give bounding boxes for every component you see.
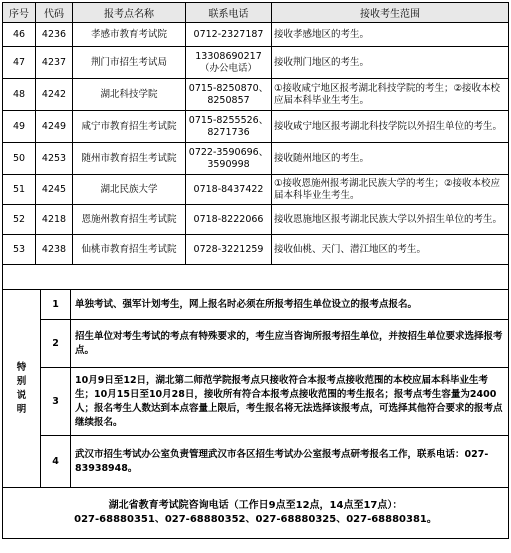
- label-char: 特: [16, 361, 27, 373]
- note-row: [3, 320, 509, 368]
- row-scope: 接收仙桃、天门、潜江地区的考生。: [272, 235, 509, 265]
- table-row: [3, 205, 509, 235]
- row-no: 52: [3, 205, 36, 235]
- footer-row: [3, 488, 509, 539]
- footer-line-1: 湖北省教育考试院咨询电话（工作日9点至12点，14点至17点）：: [108, 500, 403, 511]
- table-row: [3, 175, 509, 205]
- table-header-row: [3, 3, 509, 23]
- footer-line-2: 027-68880351、027-68880352、027-68880325、027-68880381。: [74, 514, 437, 525]
- row-code: 4249: [36, 111, 73, 143]
- row-no: 46: [3, 23, 36, 47]
- row-name: 荆门市招生考试局: [73, 47, 186, 79]
- spacer-cell: [3, 265, 509, 290]
- table-row: [3, 111, 509, 143]
- note-number: 2: [41, 320, 71, 368]
- note-text: 10月9日至12日，湖北第二师范学院报考点只接收符合本报考点接收范围的本校应届本科毕业生考生；10月15日至10月28日，接收所有符合本报考点接收范围的考生报名；报考点考生容量为2400人；报名考生人数达到本点容量上限后，考生报名将无法选择该报考点，可选择其他符合要求的报考点继续报名。: [71, 368, 509, 436]
- header-no: 序号: [3, 3, 36, 23]
- footer-contact: [3, 488, 509, 539]
- special-notes-table: [2, 265, 509, 539]
- label-char: 别: [16, 375, 27, 387]
- spacer-row: [3, 265, 509, 290]
- row-no: 50: [3, 143, 36, 175]
- row-scope: 接收荆门地区的考生。: [272, 47, 509, 79]
- row-name: 湖北科技学院: [73, 79, 186, 111]
- row-code: 4237: [36, 47, 73, 79]
- table-row: [3, 23, 509, 47]
- row-code: 4253: [36, 143, 73, 175]
- note-row: [3, 290, 509, 320]
- row-no: 49: [3, 111, 36, 143]
- note-number: 1: [41, 290, 71, 320]
- row-scope: 接收孝感地区的考生。: [272, 23, 509, 47]
- row-no: 51: [3, 175, 36, 205]
- row-name: 随州市教育招生考试院: [73, 143, 186, 175]
- row-scope: 接收随州地区的考生。: [272, 143, 509, 175]
- row-phone: 0722-3590696、3590998: [186, 143, 272, 175]
- note-text: 武汉市招生考试办公室负责管理武汉市各区招生考试办公室报考点研考报名工作，联系电话：027-83938948。: [71, 436, 509, 488]
- row-no: 47: [3, 47, 36, 79]
- row-code: 4242: [36, 79, 73, 111]
- header-name: 报考点名称: [73, 3, 186, 23]
- label-char: 说: [16, 389, 27, 401]
- table-row: [3, 143, 509, 175]
- header-phone: 联系电话: [186, 3, 272, 23]
- page: [2, 2, 508, 539]
- header-code: 代码: [36, 3, 73, 23]
- row-phone: 0715-8250870、8250857: [186, 79, 272, 111]
- exam-site-table: [2, 2, 509, 265]
- note-text: 招生单位对考生考试的考点有特殊要求的，考生应当咨询所报考招生单位，并按招生单位要求选择报考点。: [71, 320, 509, 368]
- row-phone: 13308690217（办公电话）: [186, 47, 272, 79]
- row-code: 4238: [36, 235, 73, 265]
- row-no: 53: [3, 235, 36, 265]
- note-number: 4: [41, 436, 71, 488]
- note-row: [3, 436, 509, 488]
- row-code: 4236: [36, 23, 73, 47]
- row-code: 4245: [36, 175, 73, 205]
- row-phone: 0718-8222066: [186, 205, 272, 235]
- note-row: [3, 368, 509, 436]
- row-phone: 0712-2327187: [186, 23, 272, 47]
- row-scope: ①接收咸宁地区报考湖北科技学院的考生；②接收本校应届本科毕业生考生。: [272, 79, 509, 111]
- table-row: [3, 47, 509, 79]
- row-name: 孝感市教育考试院: [73, 23, 186, 47]
- row-phone: 0728-3221259: [186, 235, 272, 265]
- header-scope: 接收考生范围: [272, 3, 509, 23]
- row-name: 恩施州教育招生考试院: [73, 205, 186, 235]
- special-notes-label: [3, 290, 41, 488]
- label-char: 明: [16, 403, 27, 415]
- row-phone: 0715-8255526、8271736: [186, 111, 272, 143]
- row-name: 咸宁市教育招生考试院: [73, 111, 186, 143]
- row-scope: ①接收恩施州报考湖北民族大学的考生；②接收本校应届本科毕业生考生。: [272, 175, 509, 205]
- note-number: 3: [41, 368, 71, 436]
- row-name: 湖北民族大学: [73, 175, 186, 205]
- row-scope: 接收恩施地区报考湖北民族大学以外招生单位的考生。: [272, 205, 509, 235]
- row-no: 48: [3, 79, 36, 111]
- row-code: 4218: [36, 205, 73, 235]
- row-scope: 接收咸宁地区报考湖北科技学院以外招生单位的考生。: [272, 111, 509, 143]
- row-phone: 0718-8437422: [186, 175, 272, 205]
- table-row: [3, 235, 509, 265]
- table-row: [3, 79, 509, 111]
- row-name: 仙桃市教育招生考试院: [73, 235, 186, 265]
- note-text: 单独考试、强军计划考生，网上报名时必须在所报考招生单位设立的报考点报名。: [71, 290, 509, 320]
